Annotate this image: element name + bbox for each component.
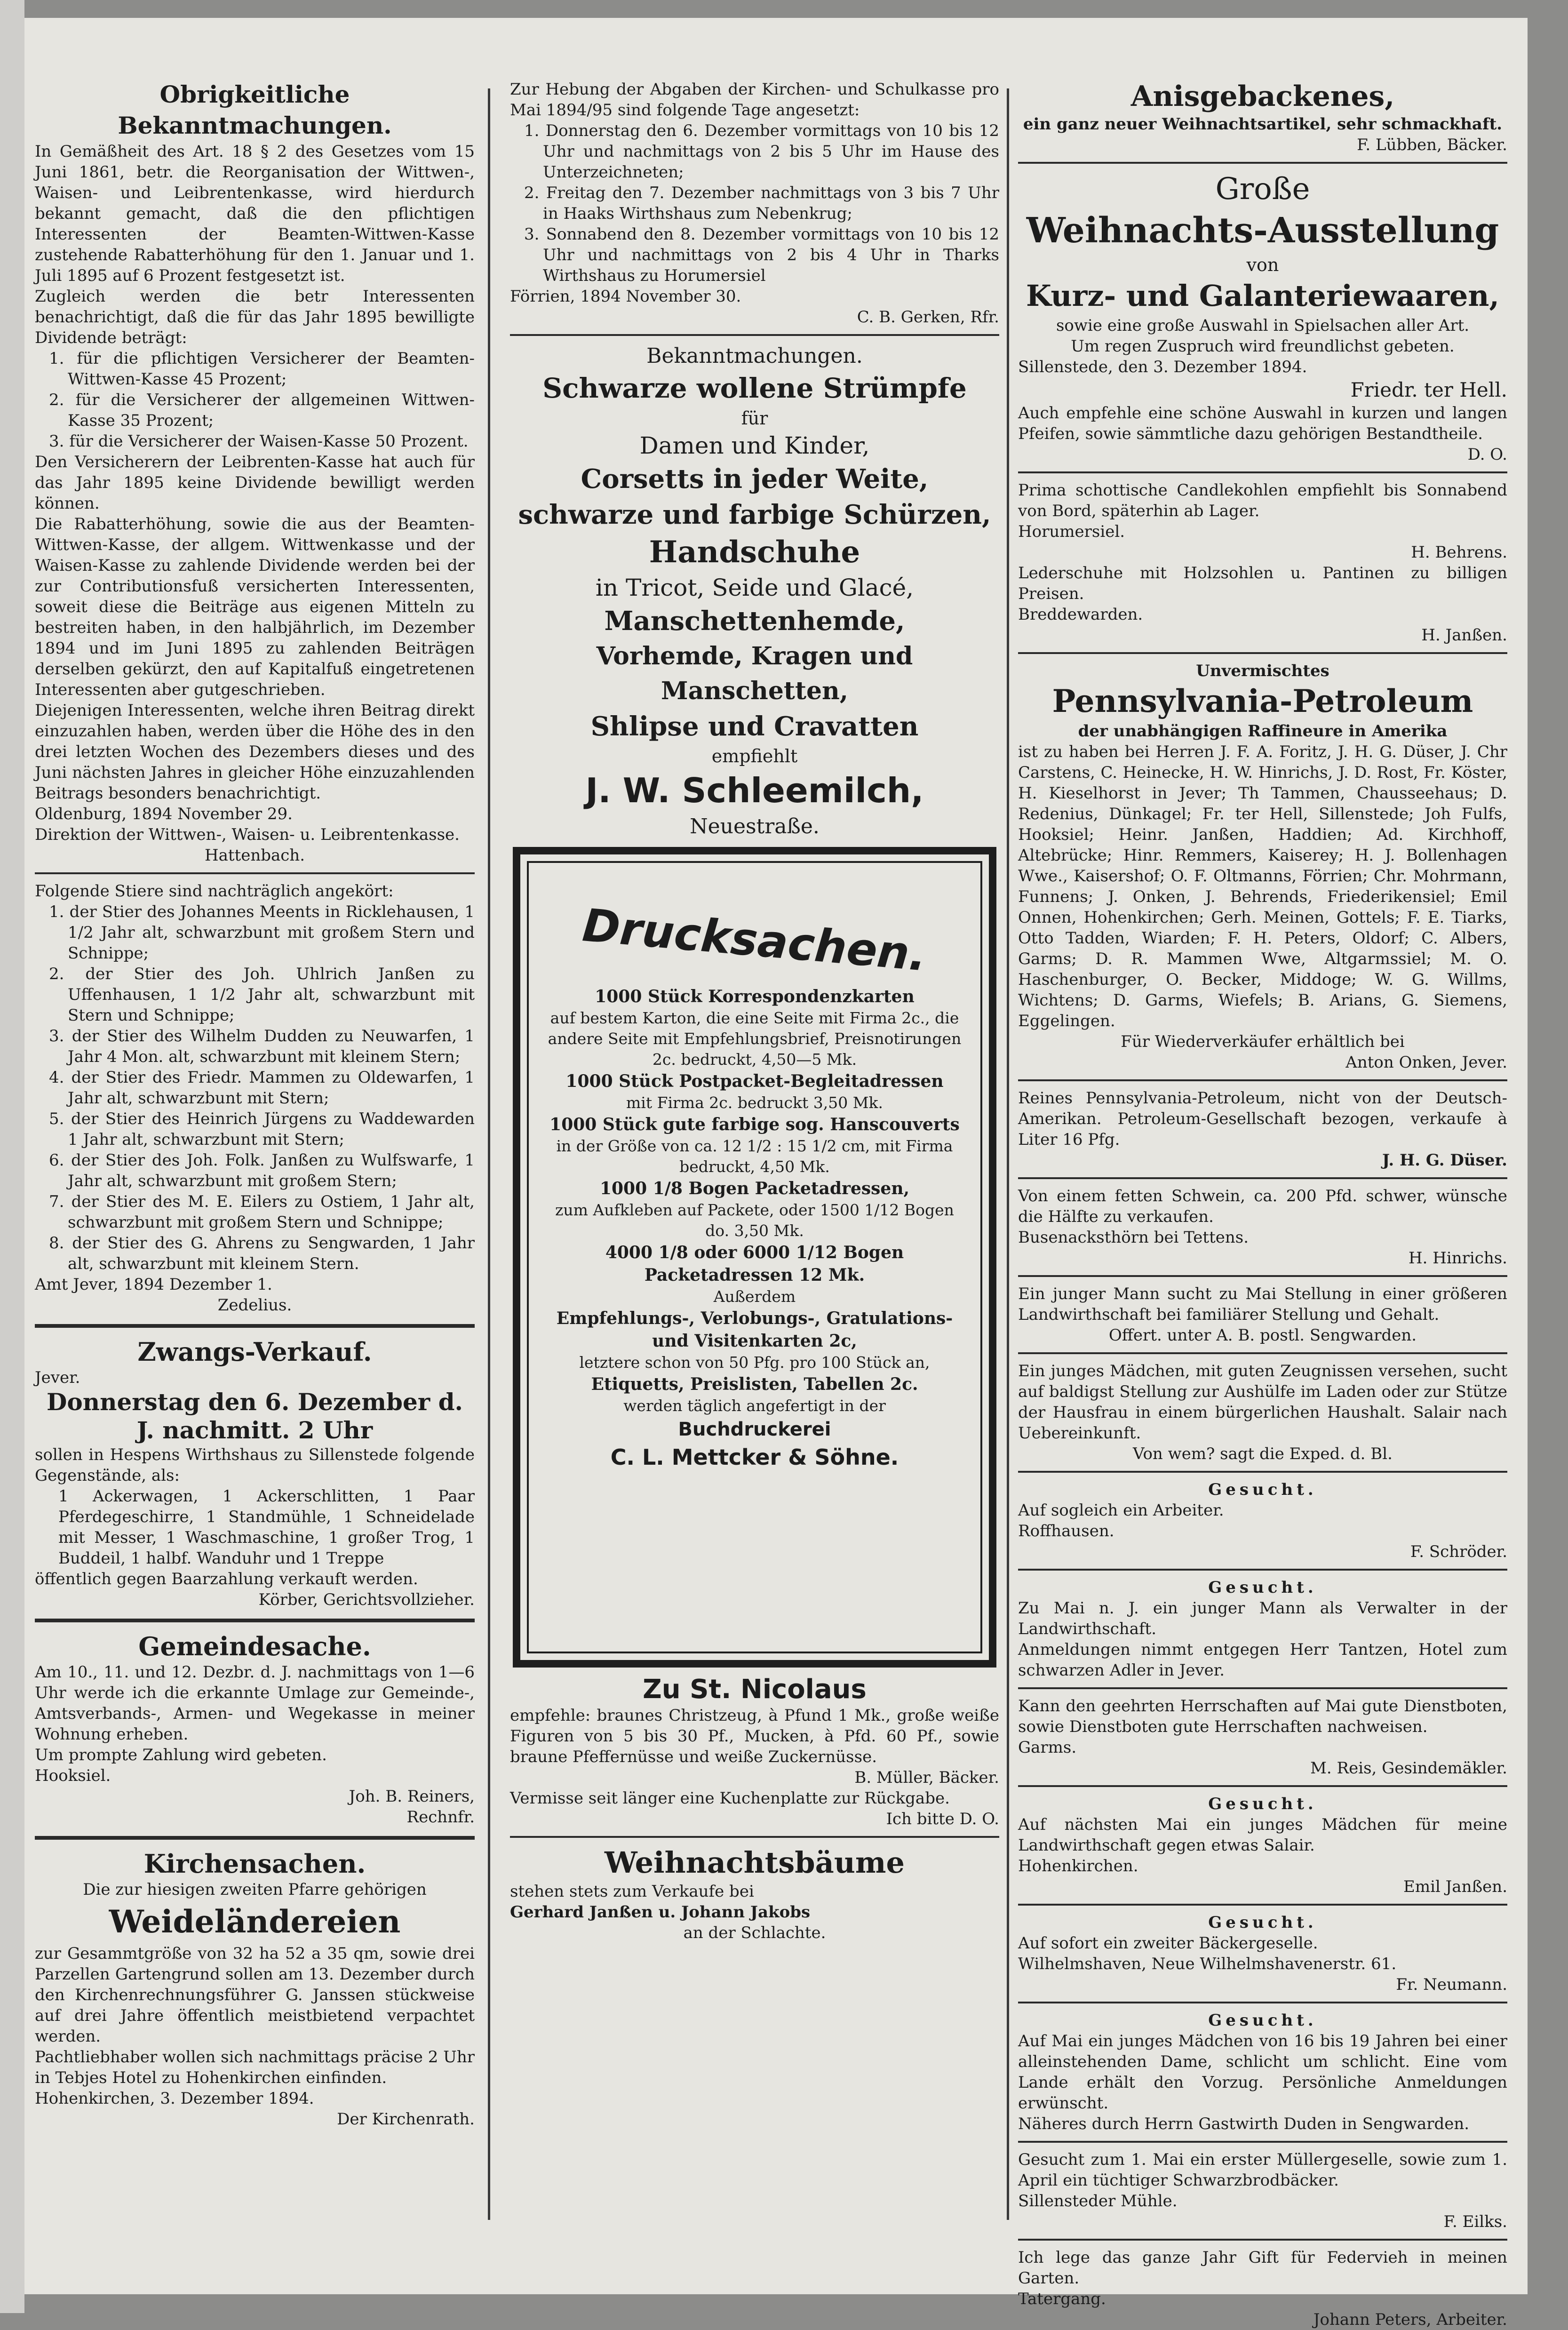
paragraph: Auf sofort ein zweiter Bäckergeselle.: [1018, 1934, 1318, 1953]
church-title: Kirchensachen.: [143, 1849, 366, 1879]
petroleum-subtitle: der unabhängigen Raffineure in Amerika: [1078, 722, 1448, 741]
ad-line: werden täglich angefertigt in der: [623, 1396, 886, 1415]
paragraph: Für Wiederverkäufer erhältlich bei: [1121, 1032, 1405, 1051]
paragraph: Folgende Stiere sind nachträglich angekört:: [35, 882, 394, 901]
signature: J. H. G. Düser.: [1382, 1151, 1507, 1170]
place: Hooksiel.: [35, 1766, 111, 1785]
list-item: 1. Donnerstag den 6. Dezember vormittags von 10 bis 12 Uhr und nachmittags von 2 bis 5 Uhr im Hause des Unterzeichneten;: [524, 121, 999, 182]
column-rule-1: [488, 88, 490, 2220]
dateline: Förrien, 1894 November 30.: [510, 287, 741, 306]
announcements-heading: Bekanntmachungen.: [646, 344, 863, 368]
paragraph: Prima schottische Candlekohlen empfiehlt bis Sonnabend von Bord, späterhin ab Lager.: [1018, 481, 1507, 520]
divider: [1018, 2002, 1507, 2003]
newspaper-page: [24, 18, 1528, 2329]
divider: [1018, 2141, 1507, 2143]
paragraph: In Gemäßheit des Art. 18 § 2 des Gesetzes vom 15 Juni 1861, betr. die Reorganisation der Wittwen-, Waisen- und Leibrentenkasse, wird hierdurch bekannt gemacht, daß die den pflichtigen Interessenten der Beamten-Wittwen-Kasse zustehende Rabatterhöhung für den 1. Januar und 1. Juli 1895 auf 6 Prozent festgesetzt ist.: [35, 142, 475, 285]
signature: H. Hinrichs.: [1408, 1249, 1507, 1268]
divider: [1018, 471, 1507, 473]
list-item: 1. für die pflichtigen Versicherer der Beamten-Wittwen-Kasse 45 Prozent;: [49, 349, 475, 389]
divider: [1018, 2239, 1507, 2241]
divider: [35, 872, 475, 874]
signature: Körber, Gerichtsvollzieher.: [258, 1590, 475, 1609]
signature: D. O.: [1467, 445, 1507, 464]
petroleum-title: Pennsylvania-Petroleum: [1052, 683, 1473, 719]
signature: Hattenbach.: [204, 846, 305, 865]
divider: [1018, 1471, 1507, 1473]
list-item: 3. für die Versicherer der Waisen-Kasse 50 Prozent.: [49, 432, 469, 451]
place: Jever.: [35, 1368, 80, 1387]
paragraph: Auf Mai ein junges Mädchen von 16 bis 19 Jahren bei einer alleinstehenden Dame, schlicht um schlicht. Eine vom Lande erhält den Vorzug. Persönliche Anmeldungen erwünscht.: [1018, 2032, 1507, 2113]
paragraph: Anmeldungen nimmt entgegen Herr Tantzen, Hotel zum schwarzen Adler in Jever.: [1018, 1640, 1507, 1680]
list-item: 6. der Stier des Joh. Folk. Janßen zu Wulfswarfe, 1 Jahr alt, schwarzbunt mit großem Stern;: [49, 1151, 475, 1190]
christmas-trees-title: Weihnachtsbäume: [605, 1845, 905, 1880]
paragraph: Gesucht zum 1. Mai ein erster Müllergeselle, sowie zum 1. April ein tüchtiger Schwarzbrodbäcker.: [1018, 2150, 1507, 2190]
ad-line: 1000 1/8 Bogen Packetadressen,: [599, 1179, 910, 1198]
ad-line: in der Größe von ca. 12 1/2 : 15 1/2 cm, mit Firma bedruckt, 4,50 Mk.: [556, 1137, 953, 1176]
signature: H. Behrens.: [1411, 543, 1507, 562]
paragraph: ein ganz neuer Weihnachtsartikel, sehr schmackhaft.: [1023, 115, 1503, 134]
paragraph: Ein junges Mädchen, mit guten Zeugnissen versehen, sucht auf baldigst Stellung zur Aushülfe im Laden oder zur Stütze der Hausfrau in einem bürgerlichen Haushalt. Salair nach Uebereinkunft.: [1018, 1362, 1507, 1443]
signature: Anton Onken, Jever.: [1345, 1053, 1507, 1072]
place: Garms.: [1018, 1738, 1077, 1757]
wanted-heading: Gesucht.: [1208, 1795, 1317, 1813]
divider: [1018, 1079, 1507, 1081]
signature: Rechnfr.: [406, 1808, 475, 1827]
divider: [1018, 1687, 1507, 1689]
paragraph: Offert. unter A. B. postl. Sengwarden.: [1108, 1326, 1417, 1345]
ad-line: 4000 1/8 oder 6000 1/12 Bogen Packetadressen 12 Mk.: [605, 1243, 904, 1285]
meadowlands-heading: Weideländereien: [109, 1903, 401, 1940]
ad-line: Außerdem: [713, 1287, 796, 1306]
signature: F. Lübben, Bäcker.: [1357, 136, 1507, 154]
ad-line: Vorhemde, Kragen und Manschetten,: [596, 642, 913, 705]
ad-line: 1000 Stück Korrespondenzkarten: [595, 987, 915, 1006]
merchant-name: J. W. Schleemilch,: [585, 771, 924, 810]
paragraph: Ich lege das ganze Jahr Gift für Federvieh in meinen Garten.: [1018, 2248, 1507, 2288]
wanted-heading: Gesucht.: [1208, 1578, 1317, 1597]
printer-label: Buchdruckerei: [678, 1419, 831, 1440]
st-nicolaus-title: Zu St. Nicolaus: [643, 1674, 867, 1705]
ad-line: zum Aufkleben auf Packete, oder 1500 1/12 Bogen do. 3,50 Mk.: [555, 1201, 954, 1240]
column-2: [510, 79, 999, 2248]
wanted-heading: Gesucht.: [1208, 1480, 1317, 1499]
divider: [35, 1619, 475, 1622]
signature: Zedelius.: [217, 1296, 292, 1315]
paragraph: Am 10., 11. und 12. Dezbr. d. J. nachmittags von 1—6 Uhr werde ich die erkannte Umlage zur Gemeinde-, Amtsverbands-, Armen- und Wegekasse in meiner Wohnung erheben.: [35, 1663, 475, 1744]
divider: [1018, 1352, 1507, 1354]
paragraph: zur Gesammtgröße von 32 ha 52 a 35 qm, sowie drei Parzellen Gartengrund sollen am 13. Dezember durch den Kirchenrechnungsführer G. Janssen stückweise auf drei Jahre öffentlich meistbietend verpachtet werden.: [35, 1944, 475, 2046]
ad-line: Manschettenhemde,: [604, 606, 905, 637]
paragraph: Pachtliebhaber wollen sich nachmittags präcise 2 Uhr in Tebjes Hotel zu Hohenkirchen einfinden.: [35, 2048, 475, 2087]
signature: F. Eilks.: [1443, 2212, 1507, 2231]
paragraph: sowie eine große Auswahl in Spielsachen aller Art.: [1056, 316, 1470, 335]
paragraph: Den Versicherern der Leibrenten-Kasse hat auch für das Jahr 1895 keine Dividende bewilligt werden können.: [35, 453, 475, 513]
printing-ad-inner: [527, 861, 982, 1653]
forced-sale-title: Zwangs-Verkauf.: [137, 1337, 372, 1367]
paragraph: Um prompte Zahlung wird gebeten.: [35, 1746, 327, 1764]
divider: [1018, 1275, 1507, 1277]
ad-line: 1000 Stück gute farbige sog. Hanscouverts: [549, 1115, 960, 1134]
signature: Fr. Neumann.: [1396, 1975, 1507, 1994]
merchant-address: Neuestraße.: [690, 814, 820, 838]
exhibition-line: von: [1246, 255, 1279, 275]
place: Busenacksthörn bei Tettens.: [1018, 1228, 1249, 1247]
municipal-title: Gemeindesache.: [138, 1631, 371, 1661]
paragraph: Reines Pennsylvania-Petroleum, nicht von der Deutsch-Amerikan. Petroleum-Gesellschaft bezogen, verkaufe à Liter 16 Pfg.: [1018, 1089, 1507, 1149]
adjacent-page-edge: [0, 0, 24, 2313]
wanted-heading: Gesucht.: [1208, 1913, 1317, 1932]
paragraph: Zu Mai n. J. ein junger Mann als Verwalter in der Landwirthschaft.: [1018, 1599, 1507, 1638]
signature: Johann Peters, Arbeiter.: [1313, 2310, 1507, 2329]
official-notices-title: Obrigkeitliche Bekanntmachungen.: [118, 80, 392, 139]
list-item: 1. der Stier des Johannes Meents in Ricklehausen, 1 1/2 Jahr alt, schwarzbunt mit großem Stern und Schnippe;: [49, 902, 475, 963]
signature: H. Janßen.: [1421, 626, 1507, 645]
paragraph: Ein junger Mann sucht zu Mai Stellung in einer größeren Landwirthschaft bei familiärer Stellung und Gehalt.: [1018, 1285, 1507, 1324]
divider: [1018, 162, 1507, 164]
list-item: 2. der Stier des Joh. Uhlrich Janßen zu Uffenhausen, 1 1/2 Jahr alt, schwarzbunt mit Stern und Schnippe;: [49, 965, 475, 1025]
paragraph: öffentlich gegen Baarzahlung verkauft werden.: [35, 1570, 418, 1588]
paragraph: Von einem fetten Schwein, ca. 200 Pfd. schwer, wünsche die Hälfte zu verkaufen.: [1018, 1187, 1507, 1226]
ad-line: mit Firma 2c. bedruckt 3,50 Mk.: [626, 1093, 883, 1112]
paragraph: Näheres durch Herrn Gastwirth Duden in Sengwarden.: [1018, 2115, 1470, 2133]
place: Sillensteder Mühle.: [1018, 2192, 1178, 2210]
dateline: Sillenstede, den 3. Dezember 1894.: [1018, 358, 1307, 376]
list-item: 2. für die Versicherer der allgemeinen Wittwen-Kasse 35 Prozent;: [49, 391, 475, 430]
exhibition-title: Weihnachts-Ausstellung: [1026, 210, 1499, 251]
signature: C. B. Gerken, Rfr.: [857, 308, 999, 327]
ad-line: in Tricot, Seide und Glacé,: [595, 574, 914, 601]
paragraph: Von wem? sagt die Exped. d. Bl.: [1133, 1444, 1393, 1463]
divider: [510, 1836, 999, 1838]
seller-names: Gerhard Janßen u. Johann Jakobs: [510, 1903, 811, 1922]
divider: [1018, 652, 1507, 654]
paragraph: Wilhelmshaven, Neue Wilhelmshavenerstr. 61.: [1018, 1955, 1397, 1973]
list-item: 3. Sonnabend den 8. Dezember vormittags von 10 bis 12 Uhr und nachmittags von 2 bis 4 Uhr in Tharks Wirthshaus zu Horumersiel: [524, 225, 999, 285]
signature: M. Reis, Gesindemäkler.: [1310, 1759, 1507, 1778]
signature: Friedr. ter Hell.: [1350, 378, 1507, 401]
ad-line: auf bestem Karton, die eine Seite mit Firma 2c., die andere Seite mit Empfehlungsbrief, Preisnotirungen 2c. bedruckt, 4,50—5 Mk.: [548, 1009, 962, 1069]
paragraph: Um regen Zuspruch wird freundlichst gebeten.: [1071, 337, 1455, 356]
ad-line: Corsetts in jeder Weite,: [581, 463, 929, 495]
ad-line: 1000 Stück Postpacket-Begleitadressen: [565, 1071, 944, 1091]
dateline: Amt Jever, 1894 Dezember 1.: [35, 1275, 272, 1294]
ad-line: empfiehlt: [711, 746, 798, 766]
place: Roffhausen.: [1018, 1522, 1114, 1540]
place: Breddewarden.: [1018, 605, 1143, 624]
divider: [35, 1324, 475, 1328]
signature: Ich bitte D. O.: [886, 1810, 999, 1828]
paragraph: empfehle: braunes Christzeug, à Pfund 1 Mk., große weiße Figuren von 5 bis 30 Pf., Mucken, à Pfd. 60 Pf., sowie braune Pfeffernüsse und weiße Zuckernüsse.: [510, 1706, 999, 1766]
ad-line: Etiquetts, Preislisten, Tabellen 2c.: [591, 1374, 918, 1394]
paragraph: ist zu haben bei Herren J. F. A. Foritz, J. H. G. Düser, J. Chr Carstens, C. Heinecke, H. W. Hinrichs, J. D. Rost, Fr. Köster, H. Kieselhorst in Jever; Th Tammen, Chausseehaus; D. Redenius, Dünkagel; Fr. ter Hell, Sillenstede; Joh Fulfs, Hooksiel; Heinr. Janßen, Haddien; Ad. Kirchhoff, Altebrücke; Hinr. Remmers, Kaiserey; H. J. Bollenhagen Wwe., Kaisershof; O. F. Oltmanns, Förrien; Chr. Mohrmann, Funnens; J. Onken, J. Behrends, Friederikensiel; Emil Onnen, Hohenkirchen; Gerh. Meinen, Gottels; F. E. Tiarks, Otto Tadden, Wiarden; F. H. Peters, Oldorf; C. Albers, Garms; D. R. Mammen Wwe, Altgarmssiel; M. O. Haschenburger, O. Becker, Middoge; W. G. Willms, Wichtens; D. Garms, Wiefels; B. Arians, G. Siemens, Eggelingen.: [1018, 742, 1507, 1030]
paragraph: Zugleich werden die betr Interessenten benachrichtigt, daß die für das Jahr 1895 bewilligte Dividende beträgt:: [35, 287, 475, 347]
printing-ad-frame: [513, 847, 996, 1668]
exhibition-goods: Kurz- und Galanteriewaaren,: [1026, 279, 1500, 313]
anise-title: Anisgebackenes,: [1130, 80, 1395, 113]
ad-line: letztere schon von 50 Pfg. pro 100 Stück an,: [579, 1353, 930, 1372]
paragraph: sollen in Hespens Wirthshaus zu Sillenstede folgende Gegenstände, als:: [35, 1445, 475, 1485]
ad-line: Handschuhe: [649, 535, 860, 570]
paragraph: Auf nächsten Mai ein junges Mädchen für meine Landwirthschaft gegen etwas Salair.: [1018, 1815, 1507, 1855]
place: Horumersiel.: [1018, 522, 1125, 541]
signature: Der Kirchenrath.: [337, 2110, 475, 2129]
divider: [510, 334, 999, 336]
signature: Joh. B. Reiners,: [349, 1787, 475, 1806]
column-1: [35, 79, 475, 2243]
paragraph: Zur Hebung der Abgaben der Kirchen- und Schulkasse pro Mai 1894/95 sind folgende Tage angesetzt:: [510, 80, 999, 120]
ad-line: Schwarze wollene Strümpfe: [542, 372, 967, 404]
divider: [1018, 1569, 1507, 1571]
ad-line: Shlipse und Cravatten: [590, 711, 919, 742]
ad-line: Empfehlungs-, Verlobungs-, Gratulations- und Visitenkarten 2c,: [556, 1309, 953, 1351]
ad-line: schwarze und farbige Schürzen,: [518, 499, 991, 530]
column-rule-2: [1007, 88, 1009, 2220]
dateline: Hohenkirchen, 3. Dezember 1894.: [35, 2089, 314, 2108]
signature: F. Schröder.: [1410, 1542, 1507, 1561]
wanted-heading: Gesucht.: [1208, 2011, 1317, 2030]
ad-line: für: [741, 408, 768, 429]
paragraph: Lederschuhe mit Holzsohlen u. Pantinen zu billigen Preisen.: [1018, 564, 1507, 603]
signature: B. Müller, Bäcker.: [854, 1768, 999, 1787]
paragraph: Auch empfehle eine schöne Auswahl in kurzen und langen Pfeifen, sowie sämmtliche dazu gehörigen Bestandtheile.: [1018, 404, 1507, 443]
list-item: 8. der Stier des G. Ahrens zu Sengwarden, 1 Jahr alt, schwarzbunt mit kleinem Stern.: [49, 1234, 475, 1273]
divider: [1018, 1177, 1507, 1179]
dateline: Oldenburg, 1894 November 29.: [35, 805, 293, 823]
list-item: 5. der Stier des Heinrich Jürgens zu Waddewarden 1 Jahr alt, schwarzbunt mit Stern;: [49, 1109, 475, 1149]
divider: [35, 1836, 475, 1840]
paragraph: Die Rabatterhöhung, sowie die aus der Beamten-Wittwen-Kasse, der allgem. Wittwenkasse und der Waisen-Kasse zu zahlende Dividende werden bei der zur Contributionsfuß versicherten Interessenten, soweit diese die Beiträge aus eigenen Mitteln zu bestreiten haben, in den halbjährlich, im Dezember 1894 und im Juni 1895 zu zahlenden Beiträgen derselben gekürzt, den auf Kapitalfuß eingetretenen Interessenten aber gutgeschrieben.: [35, 515, 475, 699]
paragraph: Auf sogleich ein Arbeiter.: [1018, 1501, 1224, 1520]
list-item: 3. der Stier des Wilhelm Dudden zu Neuwarfen, 1 Jahr 4 Mon. alt, schwarzbunt mit kleinem Stern;: [49, 1027, 475, 1066]
list-item: 4. der Stier des Friedr. Mammen zu Oldewarfen, 1 Jahr alt, schwarzbunt mit Stern;: [49, 1068, 475, 1108]
item-list: 1 Ackerwagen, 1 Ackerschlitten, 1 Paar Pferdegeschirre, 1 Standmühle, 1 Schneidelade mit Messer, 1 Waschmaschine, 1 großer Trog, 1 Buddeil, 1 halbf. Wanduhr und 1 Treppe: [58, 1487, 475, 1568]
list-item: 7. der Stier des M. E. Eilers zu Ostiem, 1 Jahr alt, schwarzbunt mit großem Stern und Schnippe;: [49, 1192, 475, 1232]
printer-name: C. L. Mettcker & Söhne.: [610, 1444, 899, 1470]
seller-location: an der Schlachte.: [683, 1923, 826, 1942]
subtitle: Die zur hiesigen zweiten Pfarre gehörigen: [83, 1880, 427, 1899]
paragraph: Vermisse seit länger eine Kuchenplatte zur Rückgabe.: [510, 1789, 950, 1808]
paragraph: stehen stets zum Verkaufe bei: [510, 1882, 754, 1901]
signature: Direktion der Wittwen-, Waisen- u. Leibrentenkasse.: [35, 825, 460, 844]
paragraph: Diejenigen Interessenten, welche ihren Beitrag direkt einzuzahlen haben, werden über die Höhe des in den drei letzten Wochen des Dezembers dieses und des Juni nächsten Jahres in gleicher Höhe einzuzahlenden Beitrags besonders benachrichtigt.: [35, 701, 475, 803]
column-3: [1018, 79, 1507, 2329]
exhibition-line: Große: [1215, 172, 1310, 207]
divider: [1018, 1785, 1507, 1787]
section-heading: Unvermischtes: [1196, 662, 1329, 680]
place: Hohenkirchen.: [1018, 1857, 1138, 1875]
list-item: 2. Freitag den 7. Dezember nachmittags von 3 bis 7 Uhr in Haaks Wirthshaus zum Nebenkrug;: [524, 184, 999, 223]
signature: Emil Janßen.: [1403, 1877, 1507, 1896]
divider: [1018, 1904, 1507, 1906]
place: Tatergang.: [1018, 2290, 1106, 2308]
printing-ad-title: Drucksachen.: [580, 899, 929, 981]
paragraph: Kann den geehrten Herrschaften auf Mai gute Dienstboten, sowie Dienstboten gute Herrschaften nachweisen.: [1018, 1697, 1507, 1736]
sale-date: Donnerstag den 6. Dezember d. J. nachmitt. 2 Uhr: [47, 1388, 463, 1444]
ad-line: Damen und Kinder,: [639, 432, 870, 459]
